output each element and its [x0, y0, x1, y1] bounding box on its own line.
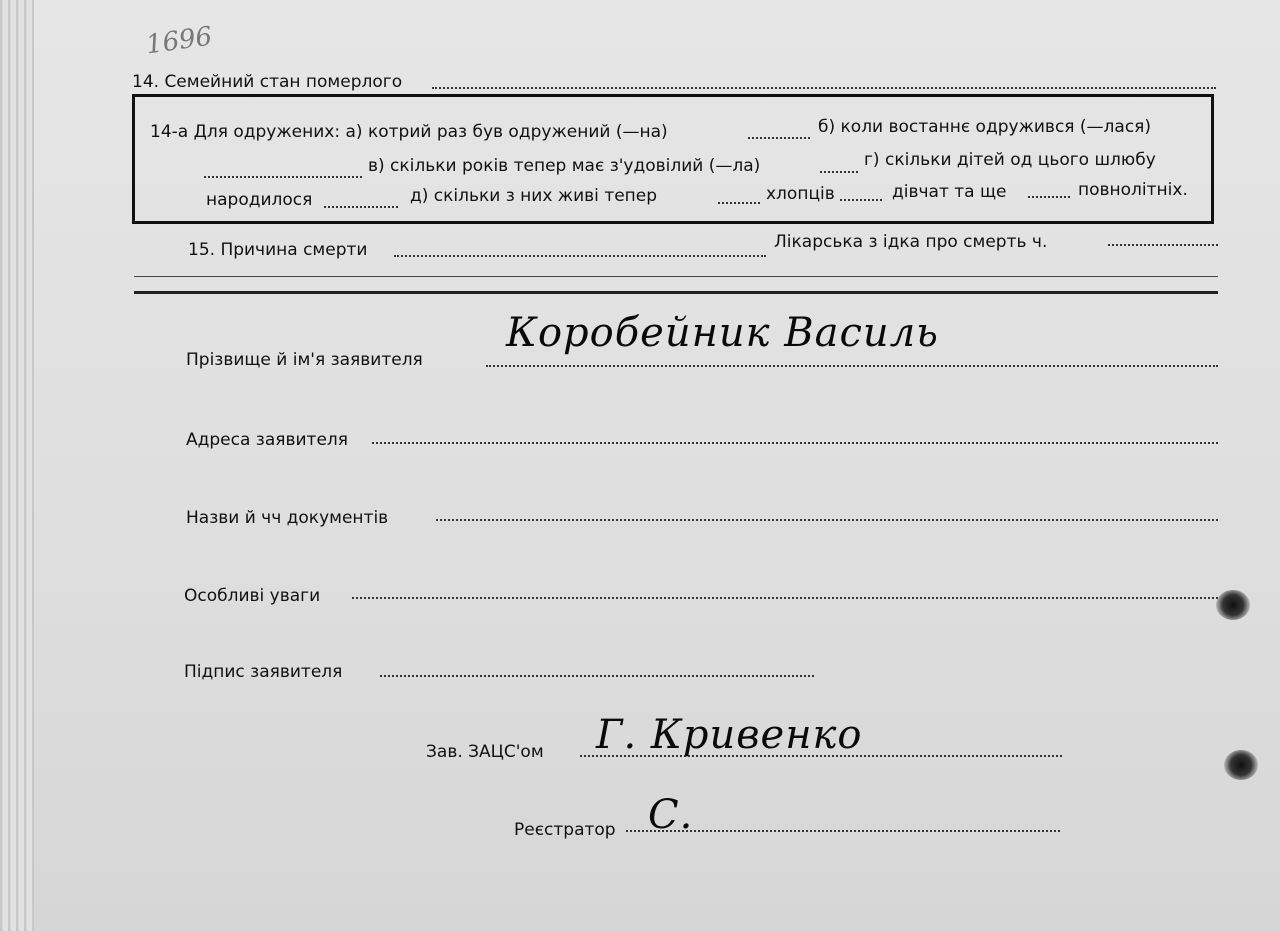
- girls-line: [1028, 196, 1070, 198]
- applicant-name-label: Прізвище й ім'я заявителя: [186, 350, 423, 370]
- signature-label: Підпис заявителя: [184, 662, 343, 682]
- archive-number: 1696: [144, 21, 214, 61]
- registrar-label: Реєстратор: [514, 820, 616, 840]
- box-line3-alive: д) скільки з них живі тепер: [410, 186, 658, 206]
- box-line3-born: народилося: [206, 190, 313, 210]
- alive-now-line: [718, 202, 760, 204]
- documents-line: [436, 519, 1218, 521]
- box-line2-v: в) скільки років тепер має з'удовілий (—ла): [368, 156, 761, 176]
- applicant-address-line: [372, 442, 1218, 444]
- cert-number-line: [1108, 244, 1218, 246]
- applicant-name-handwritten: Коробейник Василь: [506, 310, 939, 356]
- box-line2-g: г) скільки дітей од цього шлюбу: [864, 150, 1156, 170]
- field-14-line: [432, 87, 1216, 89]
- zags-head-handwritten: Г. Кривенко: [596, 712, 863, 758]
- applicant-name-line: [486, 365, 1218, 367]
- section-divider-thin: [134, 276, 1218, 277]
- box-line3-boys: хлопців: [766, 184, 835, 204]
- section-divider-thick: [134, 291, 1218, 294]
- box-line1-b: б) коли востаннє одружився (—лася): [818, 117, 1152, 137]
- page-edge-stack: [0, 0, 34, 931]
- notes-label: Особливі уваги: [184, 586, 321, 606]
- applicant-address-label: Адреса заявителя: [186, 430, 349, 450]
- field-15-label: 15. Причина смерти: [188, 240, 368, 260]
- field-14-label: 14. Семейний стан померлого: [132, 72, 403, 92]
- registrar-handwritten: С.: [648, 792, 694, 838]
- box-line1-a: 14-а Для одружених: а) котрий раз був одружений (—на): [150, 122, 668, 142]
- last-married-line: [204, 176, 362, 178]
- punch-hole-top: [1216, 590, 1250, 620]
- zags-head-label: Зав. ЗАЦС'ом: [426, 742, 544, 762]
- boys-line: [840, 199, 882, 201]
- children-born-line: [324, 206, 398, 208]
- times-married-line: [748, 137, 810, 139]
- documents-label: Назви й чч документів: [186, 508, 389, 528]
- field-15-cert-label: Лікарська з ідка про смерть ч.: [774, 232, 1048, 252]
- signature-line: [380, 675, 814, 677]
- notes-line: [352, 597, 1218, 599]
- cause-of-death-line: [394, 255, 766, 257]
- box-line3-adult: повнолітніх.: [1078, 180, 1188, 200]
- widowed-years-line: [820, 171, 858, 173]
- punch-hole-bottom: [1224, 750, 1258, 780]
- box-line3-girls: дівчат та ще: [892, 182, 1007, 202]
